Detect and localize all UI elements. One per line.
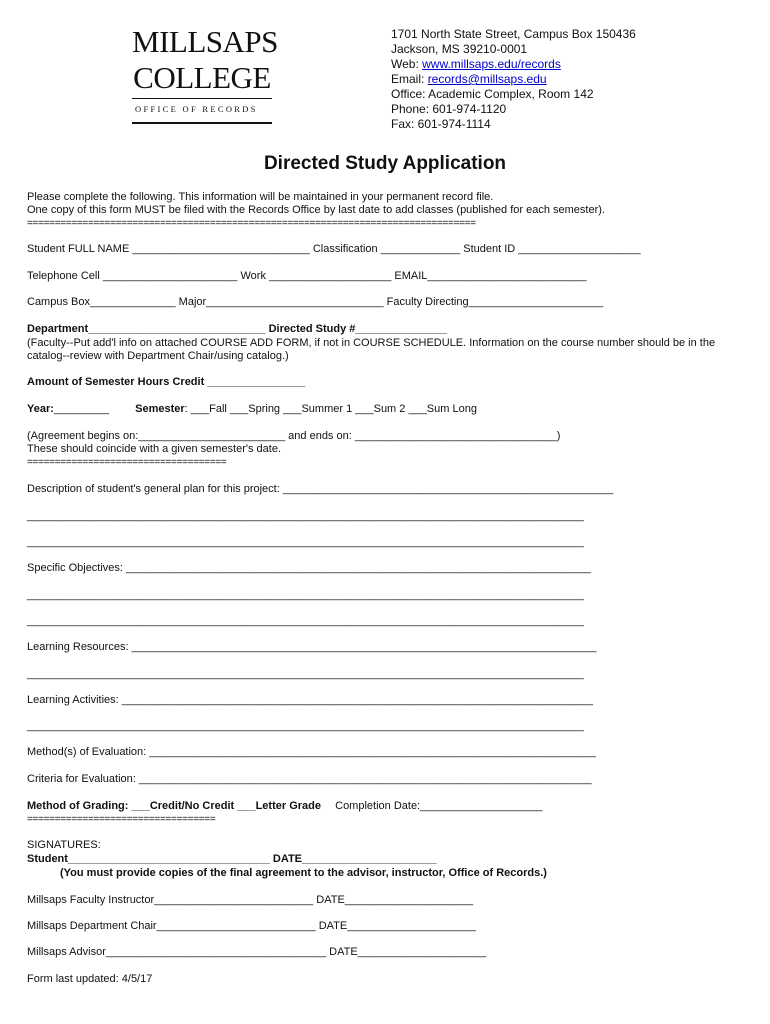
semester-options[interactable]: : ___Fall ___Spring ___Summer 1 ___Sum 2 ___Sum Long: [184, 403, 477, 415]
address-street: 1701 North State Street, Campus Box 150436: [391, 27, 636, 41]
description-line-3[interactable]: ___________________________________________________________________________________________: [27, 536, 584, 548]
department-field[interactable]: Department_____________________________ Directed Study #_______________: [27, 323, 448, 335]
methods-field[interactable]: Method(s) of Evaluation: _________________________________________________________________________: [27, 746, 596, 758]
intro-line-1: Please complete the following. This information will be maintained in your permanent record file.: [27, 191, 494, 203]
address-office: Office: Academic Complex, Room 142: [391, 87, 594, 101]
intro-line-2: One copy of this form MUST be filed with the Records Office by last date to add classes (published for each semester).: [27, 204, 605, 216]
objectives-line-2[interactable]: ___________________________________________________________________________________________: [27, 589, 584, 601]
activities-field[interactable]: Learning Activities: _____________________________________________________________________________: [27, 694, 593, 706]
completion-date-field[interactable]: Completion Date:____________________: [335, 800, 543, 812]
email-link[interactable]: records@millsaps.edu: [427, 72, 547, 86]
grading-divider: ==================================: [27, 814, 216, 825]
grading-row: [27, 800, 542, 812]
advisor-signature-field[interactable]: Millsaps Advisor____________________________________ DATE_____________________: [27, 946, 487, 958]
address-email: [391, 72, 636, 87]
objectives-line-3[interactable]: ___________________________________________________________________________________________: [27, 615, 584, 627]
address-city: Jackson, MS 39210-0001: [391, 42, 528, 56]
college-logo: [132, 24, 278, 130]
web-link[interactable]: www.millsaps.edu/records: [422, 57, 561, 71]
address-web: [391, 57, 636, 72]
instructor-signature-field[interactable]: Millsaps Faculty Instructor__________________________ DATE_____________________: [27, 894, 474, 906]
hours-credit-field[interactable]: Amount of Semester Hours Credit ________________: [27, 376, 306, 388]
year-field[interactable]: _________: [53, 403, 109, 415]
address-fax: Fax: 601-974-1114: [391, 117, 491, 131]
logo-college: COLLEGE: [133, 60, 271, 95]
criteria-field[interactable]: Criteria for Evaluation: __________________________________________________________________________: [27, 773, 592, 785]
year-label: Year:: [27, 403, 54, 415]
faculty-note-1: (Faculty--Put add'l info on attached COURSE ADD FORM, if not in COURSE SCHEDULE. Information on the course number should be in the: [27, 337, 716, 349]
logo-rule-bottom: [132, 122, 272, 124]
office-address-block: [391, 27, 636, 132]
faculty-note-2: catalog--review with Department Chair/using catalog.): [27, 350, 289, 362]
signatures-heading: SIGNATURES:: [27, 839, 101, 851]
student-name-field[interactable]: Student FULL NAME _____________________________ Classification _____________ Student ID ____________________: [27, 243, 641, 255]
email-label: Email:: [391, 72, 428, 86]
activities-line-2[interactable]: ___________________________________________________________________________________________: [27, 720, 584, 732]
resources-line-2[interactable]: ___________________________________________________________________________________________: [27, 668, 584, 680]
description-line-2[interactable]: ___________________________________________________________________________________________: [27, 510, 584, 522]
form-title: Directed Study Application: [263, 153, 507, 174]
telephone-field[interactable]: Telephone Cell ______________________ Work ____________________ EMAIL__________________________: [27, 270, 587, 282]
description-field[interactable]: Description of student's general plan for this project: ______________________________________________________: [27, 483, 614, 495]
intro-divider: =================================================================================: [27, 218, 476, 229]
logo-rule-top: [132, 98, 272, 99]
resources-field[interactable]: Learning Resources: ____________________________________________________________________________: [27, 641, 597, 653]
web-label: Web:: [391, 57, 423, 71]
student-signature-field[interactable]: Student_________________________________ DATE______________________: [27, 853, 437, 865]
agreement-dates-field[interactable]: (Agreement begins on:________________________ and ends on: _________________________________): [27, 430, 561, 442]
chair-signature-field[interactable]: Millsaps Department Chair__________________________ DATE_____________________: [27, 920, 476, 932]
grading-field[interactable]: Method of Grading: ___Credit/No Credit ___Letter Grade: [27, 800, 321, 812]
campus-box-field[interactable]: Campus Box______________ Major_____________________________ Faculty Directing______________________: [27, 296, 604, 308]
address-phone: Phone: 601-974-1120: [391, 102, 507, 116]
form-updated-date: Form last updated: 4/5/17: [27, 973, 153, 985]
semester-label: Semester: [135, 403, 185, 415]
signatures-note: (You must provide copies of the final agreement to the advisor, instructor, Office of Records.): [60, 867, 547, 879]
coincide-divider: ====================================: [27, 457, 227, 468]
coincide-note: These should coincide with a given semester's date.: [27, 443, 282, 455]
objectives-field[interactable]: Specific Objectives: ____________________________________________________________________________: [27, 562, 591, 574]
year-semester-row: [27, 403, 477, 415]
logo-office-of-records: OFFICE OF RECORDS: [135, 104, 258, 114]
logo-millsaps: MILLSAPS: [132, 24, 278, 59]
